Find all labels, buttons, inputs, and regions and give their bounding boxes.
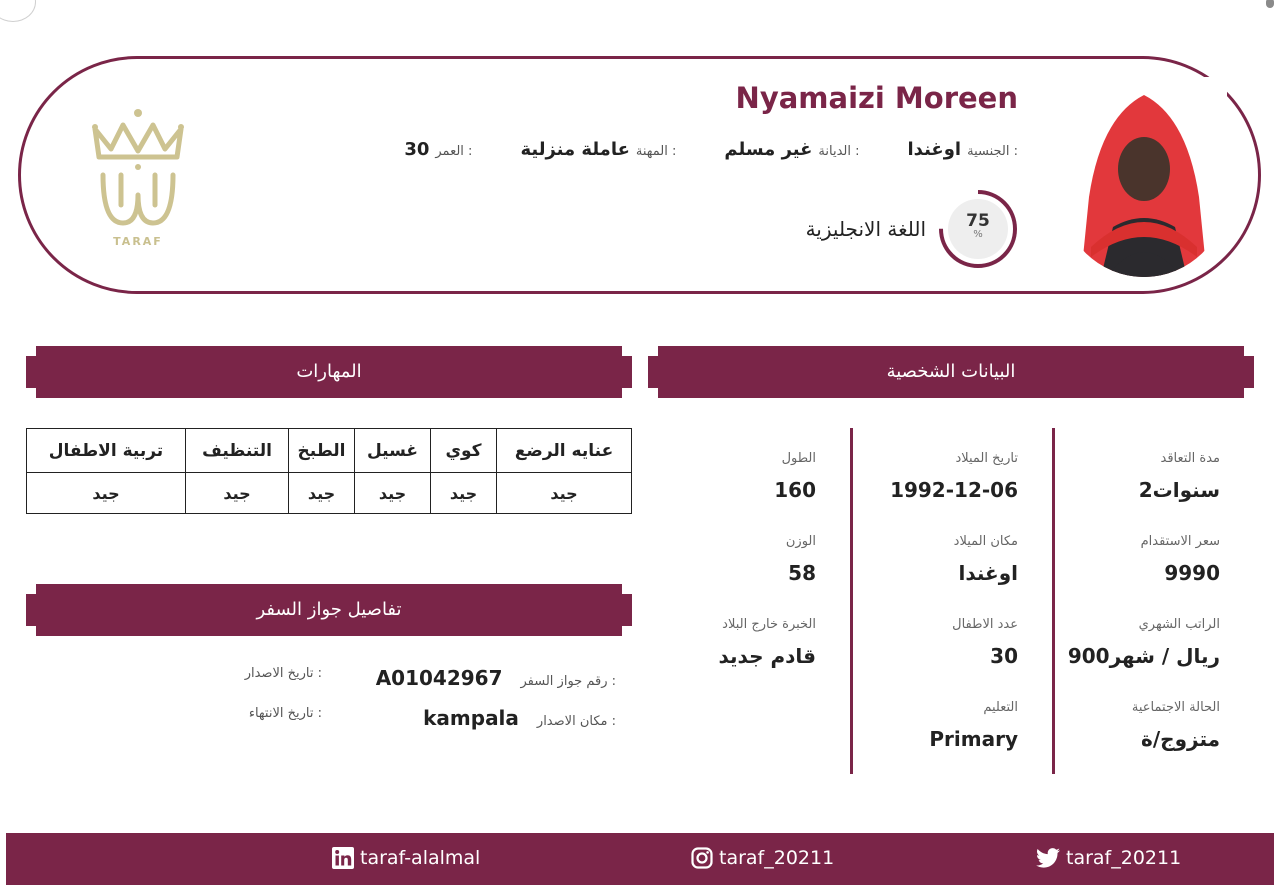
expiry-date-label: تاريخ الانتهاء :	[248, 706, 322, 721]
religion-item	[724, 139, 859, 160]
skill-value: جيد	[355, 473, 431, 514]
height-cell	[626, 450, 816, 502]
scroll-indicator[interactable]	[1266, 0, 1274, 8]
linkedin-icon	[332, 847, 354, 869]
monthly-salary-value: 900ريال / شهر	[1067, 644, 1220, 668]
birth-date-cell	[828, 450, 1018, 502]
basic-info-row	[404, 139, 1018, 160]
experience-cell	[626, 616, 816, 668]
religion-value: غير مسلم	[724, 139, 813, 160]
linkedin-link[interactable]	[332, 845, 480, 871]
weight-cell	[626, 533, 816, 585]
instagram-handle: taraf_20211	[719, 847, 835, 869]
footer-bar	[6, 833, 1274, 885]
profile-card	[18, 56, 1261, 294]
contract-duration-label: مدة التعاقد	[1160, 451, 1220, 466]
language-label: اللغة الانجليزية	[805, 217, 926, 241]
skill-header: الطبخ	[289, 429, 355, 473]
taraf-logo	[83, 105, 193, 255]
birth-place-label: مكان الميلاد	[953, 534, 1018, 549]
issue-place-value: kampala	[423, 706, 519, 730]
passport-banner	[26, 584, 632, 636]
skill-value: جيد	[431, 473, 497, 514]
skill-value: جيد	[27, 473, 186, 514]
passport-number-label: رقم جواز السفر :	[520, 674, 616, 689]
skill-header: غسيل	[355, 429, 431, 473]
birth-date-value: 1992-12-06	[890, 478, 1018, 502]
logo-text: TARAF	[113, 235, 163, 248]
nationality-value: اوغندا	[907, 139, 962, 160]
contract-duration-cell	[1030, 450, 1220, 502]
religion-label: الديانة :	[818, 144, 860, 159]
instagram-link[interactable]	[691, 845, 834, 871]
language-progress-ring	[938, 189, 1018, 269]
language-score-center	[948, 199, 1008, 259]
age-item	[404, 139, 472, 160]
experience-value: قادم جديد	[718, 644, 816, 668]
twitter-handle: taraf_20211	[1066, 847, 1182, 869]
expiry-date-item	[249, 706, 322, 721]
skills-banner	[26, 346, 632, 398]
experience-label: الخبرة خارج البلاد	[722, 617, 816, 632]
weight-label: الوزن	[785, 534, 816, 549]
twitter-icon	[1036, 848, 1060, 868]
issue-place-item	[423, 706, 616, 730]
skills-header-row	[27, 429, 632, 473]
skills-table	[26, 428, 632, 514]
age-label: العمر :	[435, 144, 473, 159]
recruitment-price-cell	[1030, 533, 1220, 585]
linkedin-handle: taraf-alalmal	[360, 847, 481, 869]
nationality-item	[908, 139, 1018, 160]
personal-data-title: البيانات الشخصية	[886, 361, 1016, 382]
passport-title: تفاصيل جواز السفر	[256, 599, 402, 620]
marital-status-label: الحالة الاجتماعية	[1131, 700, 1220, 715]
skill-header: التنظيف	[186, 429, 289, 473]
worker-name: Nyamaizi Moreen	[735, 81, 1018, 115]
skill-value: جيد	[497, 473, 632, 514]
issue-date-label: تاريخ الاصدار :	[244, 666, 322, 681]
education-cell	[828, 699, 1018, 751]
weight-value: 58	[788, 561, 816, 585]
skills-title: المهارات	[296, 361, 362, 382]
instagram-icon	[691, 847, 713, 869]
profession-value: عاملة منزلية	[520, 139, 630, 160]
monthly-salary-label: الراتب الشهري	[1138, 617, 1220, 632]
language-score-unit: %	[973, 229, 983, 240]
contract-duration-value: 2سنوات	[1138, 478, 1220, 502]
children-label: عدد الاطفال	[952, 617, 1018, 632]
monthly-salary-cell	[1030, 616, 1220, 668]
height-value: 160	[774, 478, 816, 502]
skill-value: جيد	[186, 473, 289, 514]
height-label: الطول	[781, 451, 816, 466]
skill-header: كوي	[431, 429, 497, 473]
children-value: 30	[990, 644, 1018, 668]
language-skill-row	[806, 189, 1018, 269]
education-label: التعليم	[983, 700, 1018, 715]
twitter-link[interactable]	[1036, 845, 1181, 871]
education-value: Primary	[929, 727, 1018, 751]
worker-photo	[1061, 77, 1227, 277]
skill-value: جيد	[289, 473, 355, 514]
passport-number-value: A01042967	[375, 666, 503, 690]
marital-status-cell	[1030, 699, 1220, 751]
personal-data-banner	[648, 346, 1254, 398]
corner-circle-decoration	[0, 0, 36, 22]
birth-place-cell	[828, 533, 1018, 585]
passport-number-item	[376, 666, 616, 690]
recruitment-price-label: سعر الاستقدام	[1140, 534, 1220, 549]
profession-label: المهنة :	[635, 144, 677, 159]
issue-place-label: مكان الاصدار :	[536, 714, 616, 729]
skills-value-row	[27, 473, 632, 514]
birth-date-label: تاريخ الميلاد	[955, 451, 1018, 466]
children-cell	[828, 616, 1018, 668]
age-value: 30	[404, 139, 430, 160]
nationality-label: الجنسية :	[967, 144, 1018, 159]
issue-date-item	[245, 666, 322, 681]
language-score-value: 75	[966, 211, 990, 231]
birth-place-value: اوغندا	[958, 561, 1018, 585]
recruitment-price-value: 9990	[1164, 561, 1220, 585]
profession-item	[520, 139, 676, 160]
skill-header: تربية الاطفال	[27, 429, 186, 473]
skill-header: عنايه الرضع	[497, 429, 632, 473]
marital-status-value: متزوج/ة	[1141, 727, 1220, 751]
